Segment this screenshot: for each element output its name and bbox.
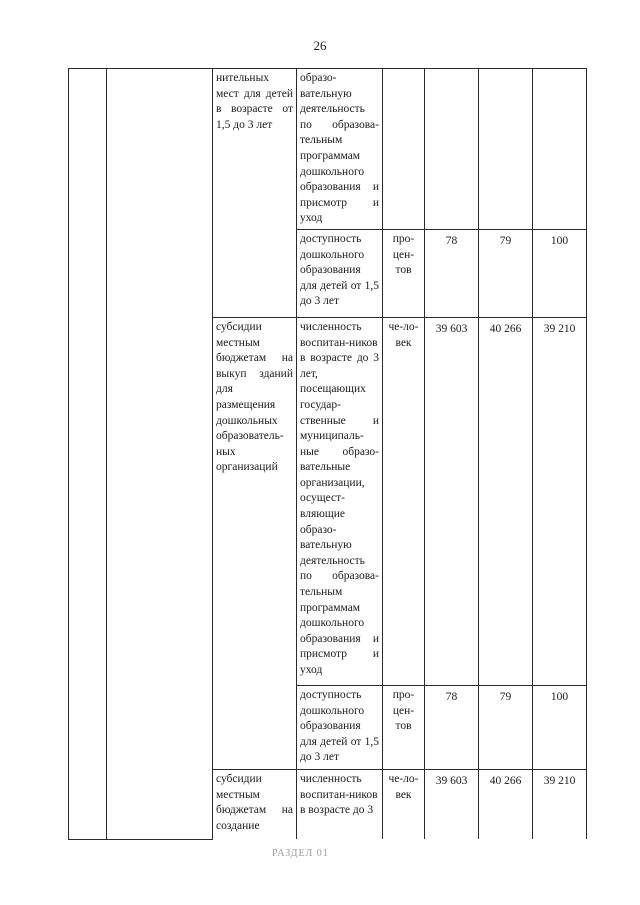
indicator-cell: доступность дошкольного образования для детей от 1,5 до 3 лет [297,685,383,769]
measure-cell: субсидии местным бюджетам на выкуп зданий для размещения дошкольных образователь-ных организаций [213,317,297,769]
value-cell-year2: 79 [479,229,533,317]
column-program-cell [107,69,213,840]
unit-cell: про-цен-тов [383,229,425,317]
value-cell-year3 [533,69,587,230]
value-cell-year1: 78 [425,685,479,769]
indicator-cell: образо-вательную деятельность по образова-тельным программам дошкольного образования и присмотр и уход [297,69,383,230]
unit-cell: про-цен-тов [383,685,425,769]
value-cell-year2: 40 266 [479,769,533,839]
value-cell-year1: 39 603 [425,769,479,839]
value-cell-year1: 39 603 [425,317,479,685]
column-number-cell [69,69,107,840]
value-cell-year1 [425,69,479,230]
indicator-cell: доступность дошкольного образования для детей от 1,5 до 3 лет [297,229,383,317]
value-cell-year1: 78 [425,229,479,317]
value-cell-year2: 40 266 [479,317,533,685]
measure-cell: нительных мест для детей в возрасте от 1,5 до 3 лет [213,69,297,318]
unit-cell: че-ло-век [383,317,425,685]
value-cell-year3: 39 210 [533,769,587,839]
value-cell-year3: 39 210 [533,317,587,685]
measure-cell: субсидии местным бюджетам на создание [213,769,297,839]
indicator-cell: численность воспитан-ников в возрасте до 3 [297,769,383,839]
indicators-table [68,68,587,840]
value-cell-year2 [479,69,533,230]
page-number: 26 [313,38,327,53]
table-row [69,69,587,230]
indicator-cell: численность воспитан-ников в возрасте до 3 лет, посещающих государ-ственные и муниципаль-ные образо-вательные организации, осущест-вляющие образо-вательную деятельность по образова-тельным программам дошкольного образования и присмотр и уход [297,317,383,685]
value-cell-year2: 79 [479,685,533,769]
value-cell-year3: 100 [533,229,587,317]
unit-cell: че-ло-век [383,769,425,839]
value-cell-year3: 100 [533,685,587,769]
unit-cell [383,69,425,230]
faint-stamp: РАЗДЕЛ 01 [272,848,329,859]
